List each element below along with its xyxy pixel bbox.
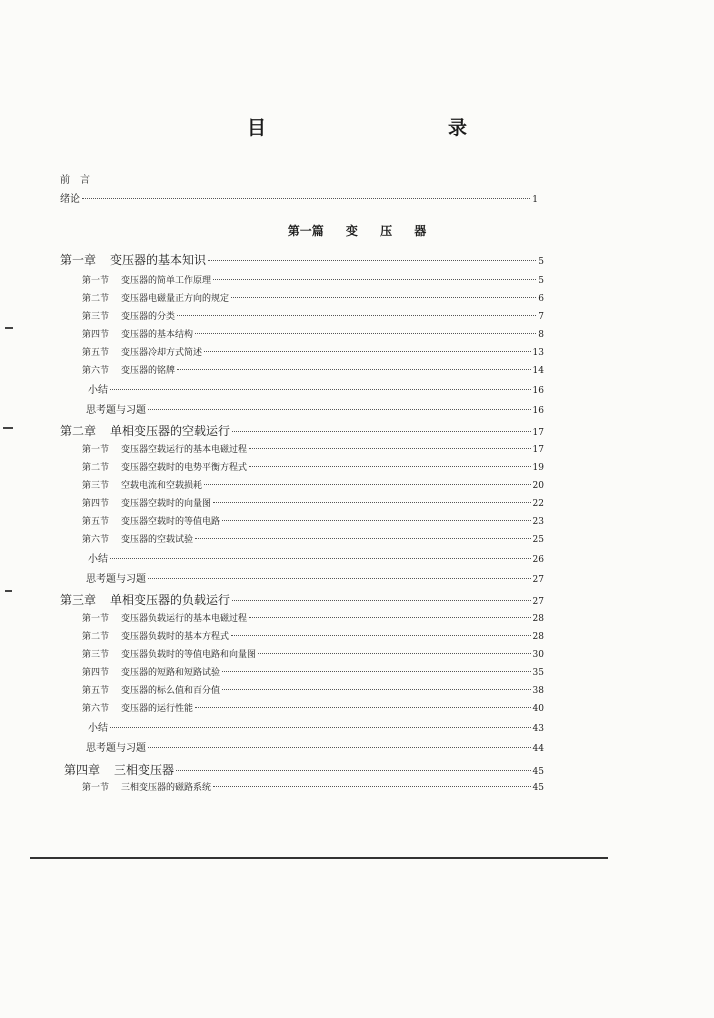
toc-title: 空载电流和空载损耗 xyxy=(121,481,203,491)
toc-label: 第三节 xyxy=(82,481,110,491)
toc-page: 22 xyxy=(532,499,544,509)
leader-dots xyxy=(258,652,531,654)
toc-label: 第六节 xyxy=(82,535,110,545)
toc-section[interactable] xyxy=(82,442,544,455)
leader-dots xyxy=(82,197,530,199)
toc-page: 45 xyxy=(532,767,544,777)
toc-title: 变压器的基本结构 xyxy=(121,330,194,340)
toc-title: 变压器负载时的基本方程式 xyxy=(121,632,230,642)
toc-section[interactable] xyxy=(82,309,544,322)
toc-chapter[interactable] xyxy=(60,422,544,439)
toc-title: 变压器的铭牌 xyxy=(121,366,176,376)
toc-page: 13 xyxy=(532,348,544,358)
toc-sub-entry[interactable] xyxy=(86,401,544,416)
toc-page: 26 xyxy=(532,555,544,565)
toc-page: 45 xyxy=(532,783,544,793)
toc-sub-entry[interactable] xyxy=(86,570,544,585)
toc-label: 第二章 xyxy=(60,424,97,438)
toc-title: 变压器空载时的电势平衡方程式 xyxy=(121,463,248,473)
toc-title: 变压器的空载试验 xyxy=(121,535,194,545)
toc-title: 单相变压器的负载运行 xyxy=(110,593,231,607)
toc-page: 8 xyxy=(538,330,544,340)
footer-rule xyxy=(30,857,608,859)
leader-dots xyxy=(208,259,536,261)
scan-mark xyxy=(5,327,13,329)
scan-mark xyxy=(5,590,12,592)
leader-dots xyxy=(232,430,531,432)
leader-dots xyxy=(213,278,536,280)
toc-label: 第一节 xyxy=(82,276,110,286)
leader-dots xyxy=(231,296,536,298)
toc-page: 35 xyxy=(532,668,544,678)
toc-page: 20 xyxy=(532,481,544,491)
toc-title: 变压器的标么值和百分值 xyxy=(121,686,221,696)
toc-label: 第五节 xyxy=(82,517,110,527)
toc-title: 单相变压器的空载运行 xyxy=(110,424,231,438)
toc-label: 第四节 xyxy=(82,330,110,340)
toc-section[interactable] xyxy=(82,363,544,376)
toc-section[interactable] xyxy=(82,780,544,793)
leader-dots xyxy=(204,350,531,352)
leader-dots xyxy=(213,785,531,787)
toc-sub-entry[interactable] xyxy=(88,719,544,734)
toc-page: 40 xyxy=(532,704,544,714)
scan-mark xyxy=(3,427,13,429)
toc-title: 变压器负载时的等值电路和向量图 xyxy=(121,650,257,660)
leader-dots xyxy=(249,616,531,618)
toc-page: 5 xyxy=(538,276,544,286)
toc-label: 第五节 xyxy=(82,348,110,358)
toc-label: 第四节 xyxy=(82,668,110,678)
toc-page: 28 xyxy=(532,632,544,642)
toc-page: 16 xyxy=(532,406,544,416)
leader-dots xyxy=(249,447,531,449)
leader-dots xyxy=(176,769,531,771)
toc-section[interactable] xyxy=(82,478,544,491)
part-title-char: 器 xyxy=(414,224,427,238)
leader-dots xyxy=(148,746,531,748)
toc-page: 38 xyxy=(532,686,544,696)
toc-section[interactable] xyxy=(82,327,544,340)
toc-label: 思考题与习题 xyxy=(86,574,146,585)
toc-label: 第五节 xyxy=(82,686,110,696)
toc-label: 第一章 xyxy=(60,253,97,267)
toc-page: 6 xyxy=(538,294,544,304)
toc-page: 25 xyxy=(532,535,544,545)
leader-dots xyxy=(222,519,531,521)
toc-label: 第二节 xyxy=(82,632,110,642)
toc-chapter[interactable] xyxy=(60,251,544,268)
toc-label: 第三节 xyxy=(82,650,110,660)
toc-label: 第二节 xyxy=(82,294,110,304)
part-label: 第一篇 xyxy=(287,224,324,238)
toc-label: 第四章 xyxy=(64,763,101,777)
toc-label: 思考题与习题 xyxy=(86,743,146,754)
toc-title: 变压器冷却方式简述 xyxy=(121,348,203,358)
toc-section[interactable] xyxy=(82,647,544,660)
toc-label: 第一节 xyxy=(82,445,110,455)
leader-dots xyxy=(231,634,531,636)
toc-page: 17 xyxy=(532,428,544,438)
toc-section[interactable] xyxy=(82,665,544,678)
toc-title: 变压器的基本知识 xyxy=(110,253,207,267)
toc-page: 23 xyxy=(532,517,544,527)
toc-page: 28 xyxy=(532,614,544,624)
toc-page: 1 xyxy=(532,195,538,205)
toc-title: 变压器空载时的等值电路 xyxy=(121,517,221,527)
toc-page: 17 xyxy=(532,445,544,455)
toc-page: 43 xyxy=(532,724,544,734)
toc-label: 小结 xyxy=(88,723,108,734)
toc-title: 三相变压器的磁路系统 xyxy=(121,783,212,793)
toc-chapter[interactable] xyxy=(64,761,544,778)
toc-label: 第三章 xyxy=(60,593,97,607)
toc-title: 变压器的简单工作原理 xyxy=(121,276,212,286)
toc-label: 第二节 xyxy=(82,463,110,473)
toc-page: 5 xyxy=(538,257,544,267)
leader-dots xyxy=(148,408,531,410)
toc-sub-entry[interactable] xyxy=(86,739,544,754)
toc-page: 44 xyxy=(532,744,544,754)
toc-page: 16 xyxy=(532,386,544,396)
toc-section[interactable] xyxy=(82,683,544,696)
leader-dots xyxy=(110,726,531,728)
leader-dots xyxy=(195,706,531,708)
toc-section[interactable] xyxy=(82,273,544,286)
toc-section[interactable] xyxy=(82,532,544,545)
toc-page: 27 xyxy=(532,575,544,585)
toc-section[interactable] xyxy=(82,514,544,527)
toc-label: 第四节 xyxy=(82,499,110,509)
leader-dots xyxy=(148,577,531,579)
toc-label: 前 言 xyxy=(60,175,90,186)
toc-title: 变压器的分类 xyxy=(121,312,176,322)
part-title-char: 压 xyxy=(380,224,393,238)
leader-dots xyxy=(195,332,536,334)
toc-label: 小结 xyxy=(88,385,108,396)
toc-sub-entry[interactable] xyxy=(88,381,544,396)
toc-section[interactable] xyxy=(82,345,544,358)
toc-label: 第六节 xyxy=(82,366,110,376)
part-title-char: 变 xyxy=(345,224,358,238)
toc-chapter[interactable] xyxy=(60,591,544,608)
toc-section[interactable] xyxy=(82,701,544,714)
toc-label: 思考题与习题 xyxy=(86,405,146,416)
toc-sub-entry[interactable] xyxy=(88,550,544,565)
toc-label: 第三节 xyxy=(82,312,110,322)
leader-dots xyxy=(222,670,531,672)
toc-section[interactable] xyxy=(82,460,544,473)
toc-page: 27 xyxy=(532,597,544,607)
toc-section[interactable] xyxy=(82,611,544,624)
leader-dots xyxy=(232,599,531,601)
toc-title: 变压器负载运行的基本电磁过程 xyxy=(121,614,248,624)
toc-label: 绪论 xyxy=(60,194,80,205)
toc-page: 19 xyxy=(532,463,544,473)
toc-title: 变压器空载运行的基本电磁过程 xyxy=(121,445,248,455)
toc-label: 第一节 xyxy=(82,614,110,624)
toc-label: 小结 xyxy=(88,554,108,565)
toc-introduction[interactable] xyxy=(60,190,538,205)
toc-title: 变压器的短路和短路试验 xyxy=(121,668,221,678)
leader-dots xyxy=(195,537,531,539)
toc-section[interactable] xyxy=(82,629,544,642)
toc-page: 14 xyxy=(532,366,544,376)
toc-section[interactable] xyxy=(82,496,544,509)
toc-title: 变压器的运行性能 xyxy=(121,704,194,714)
leader-dots xyxy=(213,501,531,503)
toc-label: 第六节 xyxy=(82,704,110,714)
leader-dots xyxy=(249,465,531,467)
toc-title: 变压器空载时的向量图 xyxy=(121,499,212,509)
toc-title: 变压器电磁量正方向的规定 xyxy=(121,294,230,304)
page-title: 目 录 xyxy=(246,117,515,139)
part-heading xyxy=(0,222,714,239)
toc-page: 7 xyxy=(538,312,544,322)
leader-dots xyxy=(110,557,531,559)
toc-section[interactable] xyxy=(82,291,544,304)
leader-dots xyxy=(177,368,531,370)
toc-page: 30 xyxy=(532,650,544,660)
leader-dots xyxy=(177,314,536,316)
toc-label: 第一节 xyxy=(82,783,110,793)
leader-dots xyxy=(204,483,531,485)
leader-dots xyxy=(222,688,531,690)
leader-dots xyxy=(110,388,531,390)
toc-title: 三相变压器 xyxy=(114,763,175,777)
toc-preface[interactable] xyxy=(60,171,90,186)
